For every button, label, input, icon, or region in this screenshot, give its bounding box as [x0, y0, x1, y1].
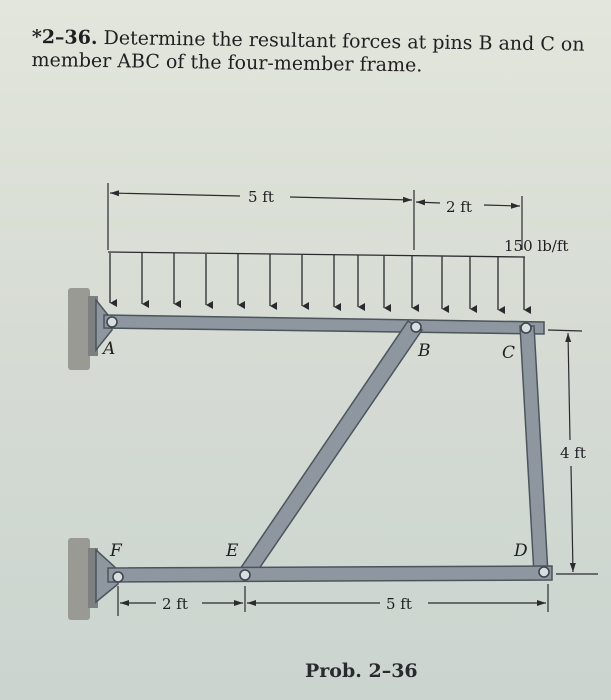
label-c: C	[502, 343, 516, 363]
label-f: F	[110, 541, 122, 561]
dim-bottom-left-label: 2 ft	[162, 595, 188, 613]
problem-text-line1: Determine the resultant forces at pins B and C on	[103, 27, 585, 56]
member-cd	[520, 326, 548, 574]
label-e: E	[226, 541, 239, 561]
member-fed	[108, 566, 552, 582]
distributed-load	[108, 252, 525, 310]
dim-right-vertical-label: 4 ft	[560, 444, 586, 462]
load-label: 150 lb/ft	[504, 237, 569, 255]
figure-caption: Prob. 2–36	[305, 660, 418, 682]
left-wall-bottom	[68, 538, 98, 620]
top-dimension-lines	[108, 183, 522, 250]
dim-top-right-label: 2 ft	[446, 198, 472, 216]
left-wall-top	[68, 288, 98, 370]
member-be	[238, 321, 422, 579]
label-d: D	[514, 541, 528, 561]
label-a: A	[103, 339, 116, 359]
member-abc	[104, 315, 544, 334]
problem-text-line2: member ABC of the four-member frame.	[31, 48, 423, 77]
dim-bottom-right-label: 5 ft	[386, 595, 412, 613]
label-b: B	[418, 341, 431, 361]
problem-number: *2–36.	[31, 26, 98, 49]
dim-top-left-label: 5 ft	[248, 188, 274, 206]
